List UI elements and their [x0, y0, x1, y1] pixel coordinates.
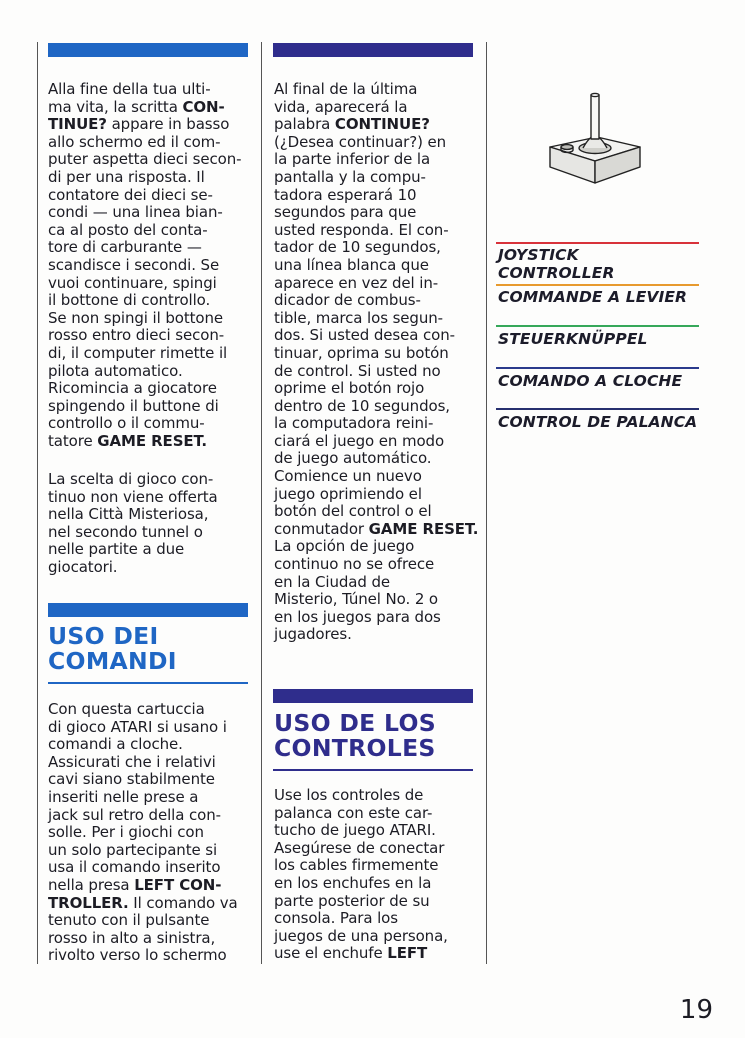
- italian-top-bar: [48, 43, 248, 57]
- italian-heading-underline: [48, 682, 248, 684]
- column-rule-left: [37, 42, 38, 964]
- label-line-blue: [496, 367, 699, 369]
- italian-section-bar: [48, 603, 248, 617]
- italian-paragraph-3: Con questa cartuccia di gioco ATARI si usano i comandi a cloche. Assicurati che i relativi cavi siano stabilmente inseriti nelle prese a jack sul retro della con- solle. Per i giochi con un solo partecipante si usa il comando inserito nella presa LEFT CON- TROLLER. Il comando va tenuto con il pulsante rosso in alto a sinistra, rivolto verso lo schermo: [48, 700, 238, 965]
- label-comando-a-cloche: COMANDO A CLOCHE: [498, 372, 683, 390]
- italian-paragraph-2: La scelta di gioco con- tinuo non viene offerta nella Città Misteriosa, nel secondo tunnel o nelle partite a due giocatori.: [48, 470, 218, 576]
- label-line-navy: [496, 408, 699, 410]
- label-commande-a-levier: COMMANDE A LEVIER: [498, 288, 688, 306]
- label-steuerknuppel: STEUERKNÜPPEL: [498, 330, 648, 348]
- spanish-paragraph-2: Use los controles de palanca con este car- tucho de juego ATARI. Asegúrese de conectar los cables firmemente en los enchufes en la parte posterior de su consola. Para los juegos de una persona, use el enchufe LEFT: [274, 786, 448, 963]
- page-number: 19: [679, 995, 713, 1025]
- column-rule-middle: [261, 42, 262, 964]
- joystick-icon: [545, 85, 645, 195]
- label-line-orange: [496, 284, 699, 286]
- spanish-top-bar: [273, 43, 473, 57]
- spanish-section-heading: USO DE LOS CONTROLES: [274, 709, 436, 762]
- column-rule-right: [486, 42, 487, 964]
- spanish-section-bar: [273, 689, 473, 703]
- spanish-heading-underline: [273, 769, 473, 771]
- label-control-de-palanca: CONTROL DE PALANCA: [498, 413, 698, 431]
- label-line-green: [496, 325, 699, 327]
- label-joystick-controller: JOYSTICK CONTROLLER: [498, 246, 615, 282]
- spanish-paragraph-1: Al final de la última vida, aparecerá la palabra CONTINUE? (¿Desea continuar?) en la parte inferior de la pantalla y la compu- tadora esperará 10 segundos para que usted responda. El con- tador de 10 segundos, una línea blanca que aparece en vez del in- dicador de combus- tible, marca los segun- dos. Si usted desea con- tinuar, oprima su botón de control. Si usted no oprime el botón rojo dentro de 10 segundos, la computadora reini- ciará el juego en modo de juego automático. Comience un nuevo juego oprimiendo el botón del control o el conmutador GAME RESET. La opción de juego continuo no se ofrece en la Ciudad de Misterio, Túnel No. 2 o en los juegos para dos jugadores.: [274, 80, 479, 644]
- italian-paragraph-1: Alla fine della tua ulti- ma vita, la scritta CON- TINUE? appare in basso allo schermo ed il com- puter aspetta dieci secon- di per una risposta. Il contatore dei dieci se- condi — una linea bian- ca al posto del conta- tore di carburante — scandisce i secondi. Se vuoi continuare, spingi il bottone di controllo. Se non spingi il bottone rosso entro dieci secon- di, il computer rimette il pilota automatico. Ricomincia a giocatore spingendo il buttone di controllo o il commu- tatore GAME RESET.: [48, 80, 242, 450]
- label-line-red: [496, 242, 699, 244]
- italian-section-heading: USO DEI COMANDI: [48, 622, 177, 675]
